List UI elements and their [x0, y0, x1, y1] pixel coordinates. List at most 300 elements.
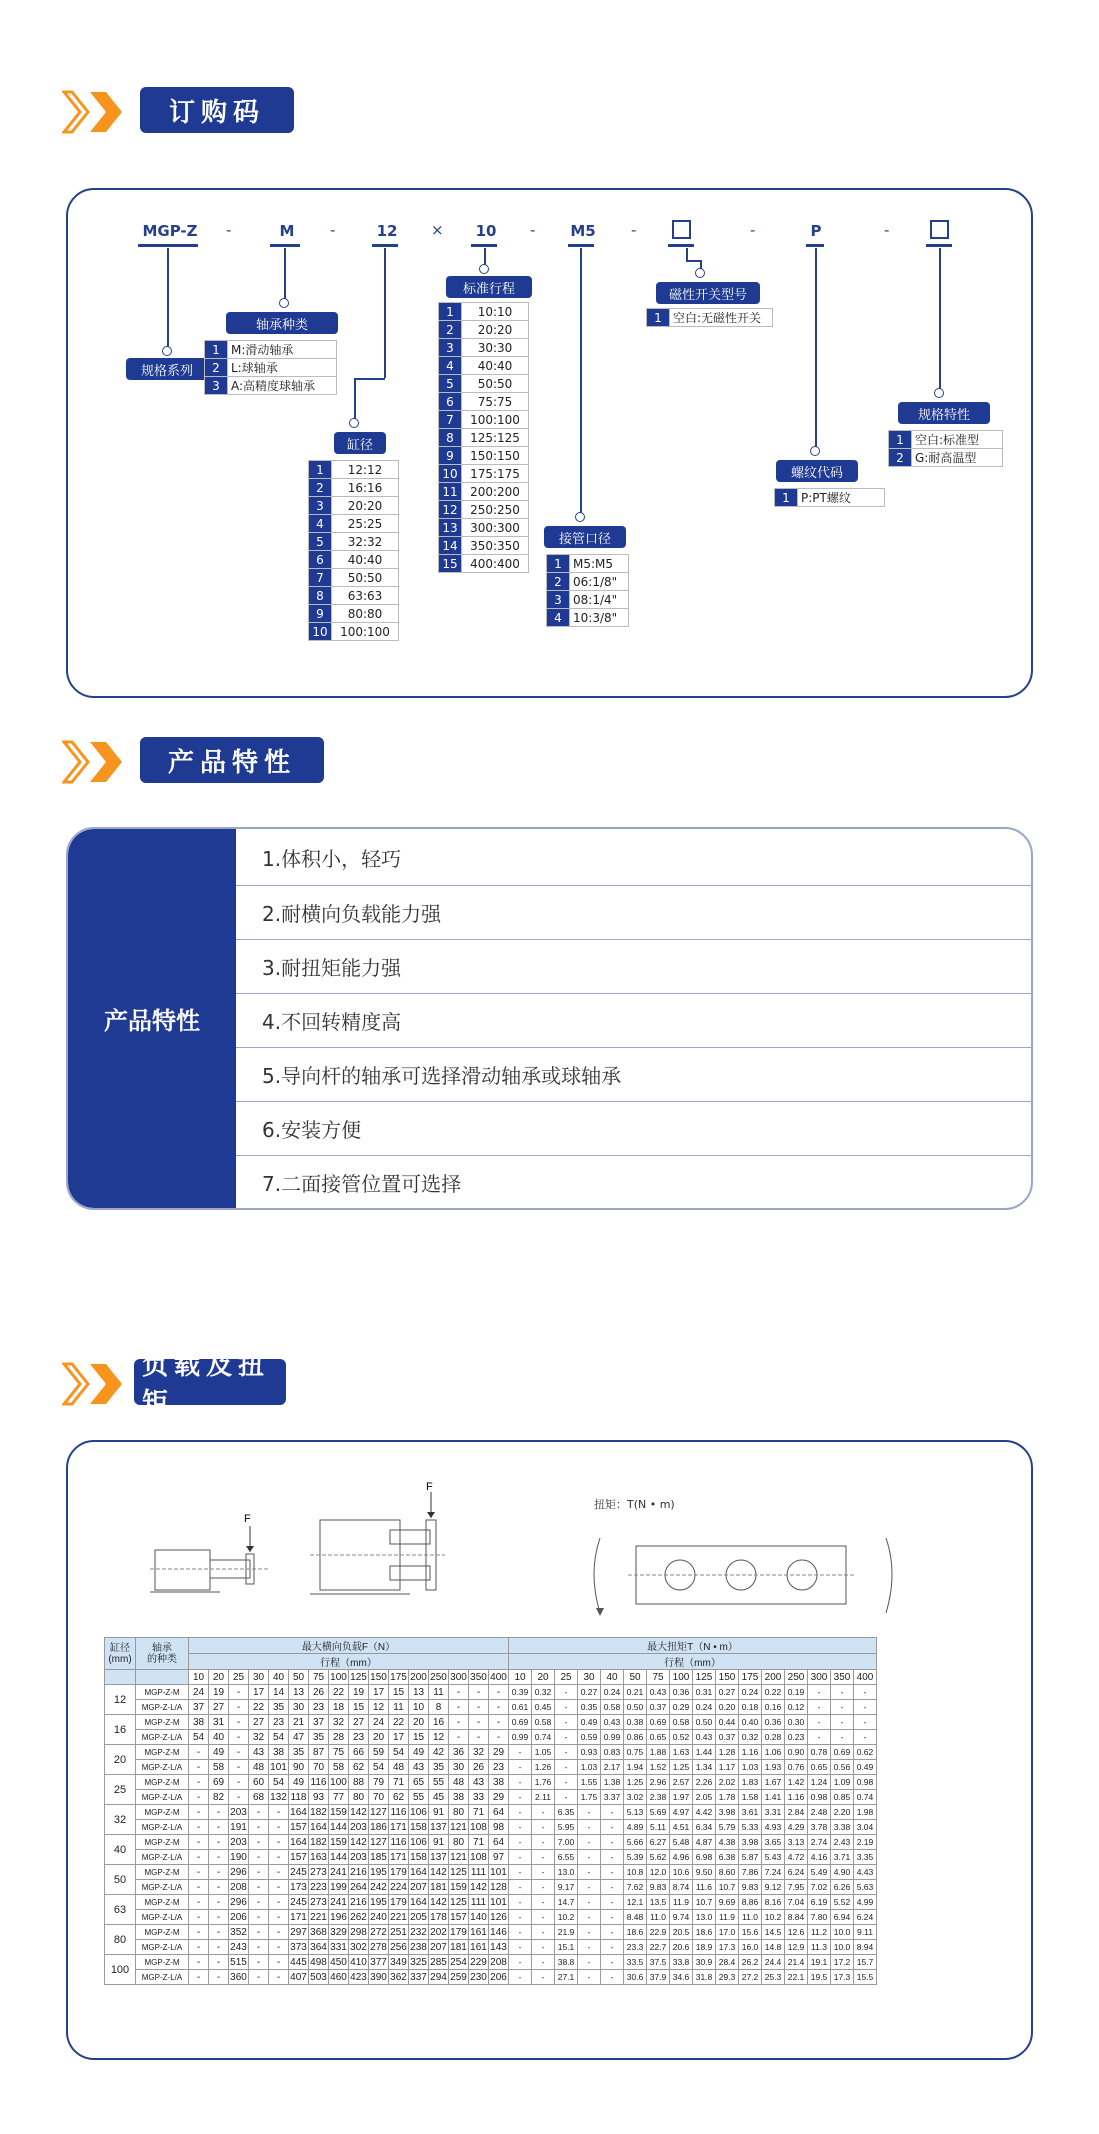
torque-cell: 4.87: [693, 1835, 716, 1850]
torque-cell: 18.6: [624, 1925, 647, 1940]
force-cell: 159: [330, 1806, 347, 1818]
code-bore: 12: [376, 222, 398, 240]
torque-cell: 11.6: [693, 1880, 716, 1895]
force-cell: 126: [490, 1911, 507, 1923]
torque-cell: 1.55: [578, 1775, 601, 1790]
force-cell: 206: [490, 1971, 507, 1983]
force-cell: 298: [350, 1926, 367, 1938]
order-code-card: [66, 188, 1033, 698]
stroke-header: 20: [209, 1670, 229, 1685]
force-cell: -: [229, 1760, 249, 1775]
torque-cell: 19.5: [808, 1970, 831, 1985]
tag-series: 规格系列: [126, 358, 208, 380]
torque-cell: 0.35: [578, 1700, 601, 1715]
torque-cell: -: [831, 1730, 854, 1745]
force-cell: 140: [470, 1911, 487, 1923]
force-cell: 190: [230, 1851, 247, 1863]
force-cell: 77: [329, 1790, 349, 1805]
torque-cell: 0.98: [854, 1775, 877, 1790]
force-cell: 18: [329, 1700, 349, 1715]
switch-list: 1 空白:无磁性开关: [646, 308, 773, 327]
force-cell: 285: [430, 1956, 447, 1968]
bearing-type-cell: MGP-Z-L/A: [136, 1940, 189, 1955]
torque-cell: 0.76: [785, 1760, 808, 1775]
force-cell: 98: [489, 1820, 509, 1835]
torque-cell: 0.99: [509, 1730, 532, 1745]
torque-cell: 0.69: [647, 1715, 670, 1730]
torque-cell: 15.7: [854, 1955, 877, 1970]
force-cell: 49: [209, 1745, 229, 1760]
force-cell: 294: [430, 1971, 447, 1983]
bearing-type-cell: MGP-Z-L/A: [136, 1760, 189, 1775]
torque-cell: 22.7: [647, 1940, 670, 1955]
force-cell: 108: [470, 1821, 487, 1833]
force-cell: -: [189, 1790, 209, 1805]
torque-cell: -: [509, 1835, 532, 1850]
force-cell: 106: [410, 1836, 427, 1848]
force-cell: 137: [430, 1821, 447, 1833]
force-cell: 71: [389, 1775, 409, 1790]
torque-cell: 2.20: [831, 1805, 854, 1820]
torque-cell: 37.9: [647, 1970, 670, 1985]
torque-cell: 0.58: [601, 1700, 624, 1715]
bore-cell: 40: [105, 1835, 136, 1865]
torque-cell: 1.38: [601, 1775, 624, 1790]
torque-cell: 6.27: [647, 1835, 670, 1850]
force-cell: -: [469, 1730, 489, 1745]
th-force: 最大横向负载F（N）: [189, 1638, 509, 1654]
torque-cell: 1.58: [739, 1790, 762, 1805]
force-cell: 23: [269, 1715, 289, 1730]
torque-cell: 5.69: [647, 1805, 670, 1820]
torque-cell: 5.63: [854, 1880, 877, 1895]
force-cell: -: [209, 1820, 229, 1835]
force-cell: 24: [369, 1715, 389, 1730]
force-cell: 460: [330, 1971, 347, 1983]
force-cell: 45: [429, 1790, 449, 1805]
torque-cell: 1.41: [762, 1790, 785, 1805]
force-cell: 407: [290, 1971, 307, 1983]
force-cell: -: [249, 1820, 269, 1835]
force-cell: 195: [370, 1896, 387, 1908]
torque-cell: 21.4: [785, 1955, 808, 1970]
force-cell: -: [469, 1685, 489, 1700]
force-cell: 11: [429, 1685, 449, 1700]
features-card: [66, 827, 1033, 1210]
torque-cell: 6.26: [831, 1880, 854, 1895]
torque-cell: 4.96: [670, 1850, 693, 1865]
torque-cell: 31.8: [693, 1970, 716, 1985]
torque-cell: 27.1: [555, 1970, 578, 1985]
force-cell: 352: [230, 1926, 247, 1938]
force-cell: 20: [409, 1715, 429, 1730]
torque-cell: 11.0: [647, 1910, 670, 1925]
torque-cell: 38.8: [555, 1955, 578, 1970]
force-cell: 142: [350, 1806, 367, 1818]
torque-cell: 1.75: [578, 1790, 601, 1805]
torque-cell: -: [601, 1940, 624, 1955]
torque-cell: 0.18: [739, 1700, 762, 1715]
force-cell: 203: [350, 1821, 367, 1833]
table-row: [105, 1955, 877, 1970]
force-cell: -: [269, 1955, 289, 1970]
force-cell: 191: [230, 1821, 247, 1833]
torque-cell: 7.62: [624, 1880, 647, 1895]
force-cell: 164: [410, 1866, 427, 1878]
torque-cell: 10.2: [555, 1910, 578, 1925]
force-cell: 20: [369, 1730, 389, 1745]
force-cell: 297: [290, 1926, 307, 1938]
torque-cell: 9.69: [716, 1895, 739, 1910]
table-row: [105, 1895, 877, 1910]
force-cell: -: [209, 1895, 229, 1910]
force-cell: 12: [429, 1730, 449, 1745]
force-cell: 251: [390, 1926, 407, 1938]
force-cell: 161: [470, 1926, 487, 1938]
torque-cell: 8.48: [624, 1910, 647, 1925]
torque-cell: 11.9: [716, 1910, 739, 1925]
force-cell: 171: [390, 1821, 407, 1833]
code-stroke: 10: [475, 222, 497, 240]
torque-cell: 37.5: [647, 1955, 670, 1970]
force-cell: 423: [350, 1971, 367, 1983]
torque-cell: 6.35: [555, 1805, 578, 1820]
force-cell: 13: [409, 1685, 429, 1700]
section-title: 产品特性: [140, 737, 324, 783]
tag-bore: 缸径: [334, 432, 386, 454]
stroke-header: 30: [249, 1670, 269, 1685]
bore-cell: 80: [105, 1925, 136, 1955]
force-cell: -: [249, 1925, 269, 1940]
torque-cell: 0.36: [670, 1685, 693, 1700]
force-cell: 47: [289, 1730, 309, 1745]
th-bore: 缸径 (mm): [105, 1638, 136, 1670]
force-cell: 325: [410, 1956, 427, 1968]
torque-cell: 0.93: [578, 1745, 601, 1760]
torque-cell: 17.2: [831, 1955, 854, 1970]
torque-cell: 12.0: [647, 1865, 670, 1880]
force-cell: -: [189, 1745, 209, 1760]
torque-cell: 1.52: [647, 1760, 670, 1775]
torque-cell: 26.2: [739, 1955, 762, 1970]
torque-cell: 0.23: [785, 1730, 808, 1745]
force-cell: 97: [489, 1850, 509, 1865]
force-cell: -: [269, 1805, 289, 1820]
force-cell: 43: [409, 1760, 429, 1775]
force-cell: 22: [329, 1685, 349, 1700]
force-cell: 157: [290, 1821, 307, 1833]
force-cell: 23: [489, 1760, 509, 1775]
torque-cell: 1.03: [739, 1760, 762, 1775]
torque-cell: 1.83: [739, 1775, 762, 1790]
torque-cell: 8.86: [739, 1895, 762, 1910]
torque-cell: 0.74: [854, 1790, 877, 1805]
force-cell: 43: [469, 1775, 489, 1790]
torque-cell: 1.93: [762, 1760, 785, 1775]
torque-cell: -: [601, 1820, 624, 1835]
force-cell: 54: [189, 1730, 209, 1745]
force-cell: 241: [330, 1896, 347, 1908]
torque-cell: 2.96: [647, 1775, 670, 1790]
force-cell: 173: [290, 1881, 307, 1893]
torque-diagram: [588, 1528, 898, 1628]
force-cell: 54: [369, 1760, 389, 1775]
force-cell: 93: [309, 1790, 329, 1805]
force-cell: 15: [389, 1685, 409, 1700]
force-cell: 26: [309, 1685, 329, 1700]
torque-cell: 0.43: [693, 1730, 716, 1745]
torque-cell: -: [601, 1865, 624, 1880]
force-cell: -: [489, 1700, 509, 1715]
force-cell: -: [209, 1925, 229, 1940]
force-cell: 256: [390, 1941, 407, 1953]
torque-cell: 0.50: [624, 1700, 647, 1715]
force-cell: 17: [369, 1685, 389, 1700]
torque-cell: -: [509, 1745, 532, 1760]
torque-cell: 18.9: [693, 1940, 716, 1955]
bore-cell: 12: [105, 1685, 136, 1715]
force-cell: 296: [230, 1866, 247, 1878]
torque-cell: -: [601, 1895, 624, 1910]
force-cell: 159: [450, 1881, 467, 1893]
force-cell: 224: [390, 1881, 407, 1893]
torque-cell: -: [601, 1880, 624, 1895]
force-cell: 13: [289, 1685, 309, 1700]
torque-cell: 1.17: [716, 1760, 739, 1775]
force-cell: -: [249, 1955, 269, 1970]
bearing-type-cell: MGP-Z-L/A: [136, 1790, 189, 1805]
torque-cell: -: [578, 1805, 601, 1820]
bore-cell: 25: [105, 1775, 136, 1805]
feature-item: 7.二面接管位置可选择: [262, 1172, 462, 1196]
sep: -: [530, 221, 536, 239]
force-cell: 132: [270, 1791, 287, 1803]
torque-cell: -: [601, 1970, 624, 1985]
torque-cell: 17.3: [716, 1940, 739, 1955]
torque-cell: -: [509, 1865, 532, 1880]
force-cell: 38: [449, 1790, 469, 1805]
force-cell: 55: [429, 1775, 449, 1790]
torque-cell: 12.1: [624, 1895, 647, 1910]
torque-cell: 0.30: [785, 1715, 808, 1730]
stroke-header: 75: [647, 1670, 670, 1685]
force-cell: 144: [330, 1821, 347, 1833]
torque-cell: 1.28: [716, 1745, 739, 1760]
torque-cell: 5.13: [624, 1805, 647, 1820]
force-cell: 22: [249, 1700, 269, 1715]
torque-cell: 5.62: [647, 1850, 670, 1865]
torque-cell: 3.65: [762, 1835, 785, 1850]
force-cell: -: [189, 1835, 209, 1850]
bore-cell: 20: [105, 1745, 136, 1775]
force-cell: 161: [470, 1941, 487, 1953]
torque-cell: 14.7: [555, 1895, 578, 1910]
force-cell: -: [189, 1955, 209, 1970]
torque-cell: -: [578, 1835, 601, 1850]
torque-cell: 0.61: [509, 1700, 532, 1715]
force-cell: 70: [369, 1790, 389, 1805]
torque-cell: 3.13: [785, 1835, 808, 1850]
torque-cell: 10.7: [716, 1880, 739, 1895]
force-cell: 157: [450, 1911, 467, 1923]
force-cell: -: [209, 1835, 229, 1850]
torque-cell: 5.39: [624, 1850, 647, 1865]
force-cell: 179: [450, 1926, 467, 1938]
force-cell: -: [189, 1910, 209, 1925]
torque-cell: 1.05: [532, 1745, 555, 1760]
bearing-type-cell: MGP-Z-M: [136, 1775, 189, 1790]
bearing-type-cell: MGP-Z-L/A: [136, 1820, 189, 1835]
force-cell: 238: [410, 1941, 427, 1953]
force-cell: 259: [450, 1971, 467, 1983]
force-cell: 58: [209, 1760, 229, 1775]
force-cell: 65: [409, 1775, 429, 1790]
torque-cell: -: [555, 1745, 578, 1760]
torque-cell: 20.6: [670, 1940, 693, 1955]
torque-cell: -: [532, 1835, 555, 1850]
force-cell: -: [189, 1895, 209, 1910]
torque-cell: 1.06: [762, 1745, 785, 1760]
force-cell: 30: [289, 1700, 309, 1715]
torque-cell: 10.7: [693, 1895, 716, 1910]
force-cell: 79: [369, 1775, 389, 1790]
force-cell: 54: [269, 1775, 289, 1790]
torque-cell: 21.9: [555, 1925, 578, 1940]
force-cell: 38: [269, 1745, 289, 1760]
table-row: [105, 1910, 877, 1925]
torque-cell: 0.31: [693, 1685, 716, 1700]
stroke-header: 125: [693, 1670, 716, 1685]
torque-cell: 1.16: [739, 1745, 762, 1760]
force-cell: 11: [389, 1700, 409, 1715]
torque-cell: 5.49: [808, 1865, 831, 1880]
force-cell: 329: [330, 1926, 347, 1938]
torque-cell: 25.3: [762, 1970, 785, 1985]
torque-cell: 1.25: [624, 1775, 647, 1790]
table-row: [105, 1940, 877, 1955]
force-cell: 38: [489, 1775, 509, 1790]
force-cell: 208: [230, 1881, 247, 1893]
force-cell: 196: [330, 1911, 347, 1923]
force-cell: 390: [370, 1971, 387, 1983]
bearing-type-cell: MGP-Z-L/A: [136, 1880, 189, 1895]
bore-cell: 100: [105, 1955, 136, 1985]
torque-cell: 1.34: [693, 1760, 716, 1775]
torque-cell: 0.16: [762, 1700, 785, 1715]
table-row: [105, 1805, 877, 1820]
force-cell: 59: [369, 1745, 389, 1760]
torque-cell: 6.24: [854, 1910, 877, 1925]
torque-cell: 12.6: [785, 1925, 808, 1940]
force-cell: 445: [290, 1956, 307, 1968]
force-cell: 179: [390, 1866, 407, 1878]
torque-cell: 4.90: [831, 1865, 854, 1880]
force-cell: -: [269, 1925, 289, 1940]
bore-list: 1 12:12 2 16:16 3 20:20 4 25:25 5 32:32 6 40:40 7 50:50 8 63:63 9 80:80 10 100:100: [308, 460, 399, 641]
torque-cell: 22.1: [785, 1970, 808, 1985]
force-cell: 240: [370, 1911, 387, 1923]
torque-cell: 0.45: [532, 1700, 555, 1715]
bearing-type-cell: MGP-Z-M: [136, 1835, 189, 1850]
force-cell: 205: [410, 1911, 427, 1923]
stroke-header: 350: [831, 1670, 854, 1685]
bearing-type-cell: MGP-Z-M: [136, 1895, 189, 1910]
torque-cell: 6.38: [716, 1850, 739, 1865]
torque-cell: 15.1: [555, 1940, 578, 1955]
force-cell: 62: [389, 1790, 409, 1805]
torque-cell: -: [808, 1715, 831, 1730]
force-cell: 75: [329, 1745, 349, 1760]
torque-cell: 0.43: [601, 1715, 624, 1730]
torque-cell: 2.74: [808, 1835, 831, 1850]
force-cell: -: [469, 1700, 489, 1715]
torque-cell: 0.49: [578, 1715, 601, 1730]
torque-cell: -: [808, 1730, 831, 1745]
torque-cell: 0.28: [762, 1730, 785, 1745]
torque-cell: 0.69: [509, 1715, 532, 1730]
torque-cell: 24.4: [762, 1955, 785, 1970]
force-cell: 373: [290, 1941, 307, 1953]
torque-cell: 2.26: [693, 1775, 716, 1790]
torque-cell: 0.78: [808, 1745, 831, 1760]
force-cell: 245: [290, 1866, 307, 1878]
force-cell: 164: [290, 1836, 307, 1848]
force-cell: 125: [450, 1896, 467, 1908]
bore-cell: 32: [105, 1805, 136, 1835]
torque-label: 扭矩：T(N • m): [594, 1498, 675, 1511]
tag-stroke: 标准行程: [446, 276, 532, 298]
torque-cell: 0.98: [808, 1790, 831, 1805]
bearing-type-cell: MGP-Z-L/A: [136, 1910, 189, 1925]
torque-cell: 20.5: [670, 1925, 693, 1940]
force-cell: 91: [429, 1805, 449, 1820]
torque-cell: 0.22: [762, 1685, 785, 1700]
torque-cell: 13.0: [693, 1910, 716, 1925]
torque-cell: -: [509, 1895, 532, 1910]
sep: -: [750, 221, 756, 239]
force-cell: 195: [370, 1866, 387, 1878]
torque-cell: 17.3: [831, 1970, 854, 1985]
table-row: [105, 1835, 877, 1850]
force-cell: 203: [230, 1806, 247, 1818]
force-cell: 377: [370, 1956, 387, 1968]
force-cell: 33: [469, 1790, 489, 1805]
torque-cell: -: [555, 1715, 578, 1730]
force-cell: 106: [410, 1806, 427, 1818]
force-cell: 66: [349, 1745, 369, 1760]
force-cell: -: [469, 1715, 489, 1730]
torque-cell: 1.44: [693, 1745, 716, 1760]
torque-cell: -: [854, 1700, 877, 1715]
torque-cell: 1.24: [808, 1775, 831, 1790]
torque-cell: -: [532, 1970, 555, 1985]
force-cell: -: [189, 1820, 209, 1835]
force-cell: 70: [309, 1760, 329, 1775]
thread-list: 1 P:PT螺纹: [774, 488, 885, 507]
force-cell: 230: [470, 1971, 487, 1983]
force-cell: -: [209, 1970, 229, 1985]
force-cell: 368: [310, 1926, 327, 1938]
force-cell: 362: [390, 1971, 407, 1983]
force-cell: 71: [469, 1835, 489, 1850]
torque-cell: 7.24: [762, 1865, 785, 1880]
th-stroke: 行程（mm）: [509, 1654, 877, 1670]
torque-cell: 4.89: [624, 1820, 647, 1835]
force-cell: 101: [270, 1761, 287, 1773]
torque-cell: 0.24: [739, 1685, 762, 1700]
torque-cell: -: [509, 1760, 532, 1775]
force-cell: 181: [450, 1941, 467, 1953]
